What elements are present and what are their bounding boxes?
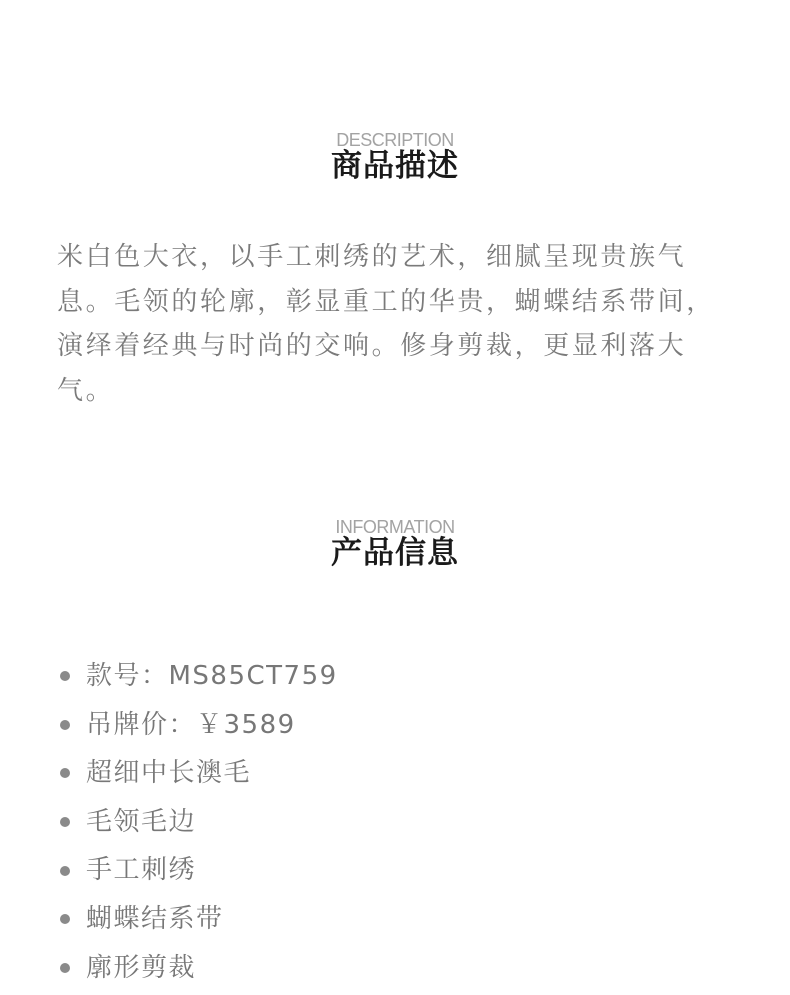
bullet-dot-icon bbox=[60, 914, 70, 924]
list-item-style-number bbox=[60, 652, 338, 701]
information-header bbox=[0, 517, 790, 571]
list-item-text: 廓形剪裁 bbox=[86, 952, 197, 983]
bullet-dot-icon bbox=[60, 866, 70, 876]
list-item-text: 毛领毛边 bbox=[86, 806, 197, 837]
information-eyebrow: INFORMATION bbox=[335, 517, 455, 537]
bullet-dot-icon bbox=[60, 963, 70, 973]
list-item-text: 手工刺绣 bbox=[86, 855, 197, 886]
bullet-dot-icon bbox=[60, 817, 70, 827]
information-title: 产品信息 bbox=[331, 535, 459, 571]
description-title: 商品描述 bbox=[331, 148, 459, 184]
list-item-collar bbox=[60, 798, 338, 847]
list-item-bow-belt bbox=[60, 895, 338, 944]
bullet-dot-icon bbox=[60, 671, 70, 681]
description-body: 米白色大衣，以手工刺绣的艺术，细腻呈现贵族气息。毛领的轮廓，彰显重工的华贵，蝴蝶结系带间，演绎着经典与时尚的交响。修身剪裁，更显利落大气。 bbox=[57, 242, 715, 406]
product-info-list bbox=[60, 652, 338, 992]
list-item-cut bbox=[60, 944, 338, 993]
list-item-text: 吊牌价：￥3589 bbox=[86, 709, 296, 740]
list-item-text: 蝴蝶结系带 bbox=[86, 903, 224, 934]
list-item-material bbox=[60, 749, 338, 798]
description-eyebrow: DESCRIPTION bbox=[336, 130, 454, 150]
description-header bbox=[0, 130, 790, 184]
list-item-price bbox=[60, 701, 338, 750]
bullet-dot-icon bbox=[60, 720, 70, 730]
bullet-dot-icon bbox=[60, 768, 70, 778]
list-item-text: 超细中长澳毛 bbox=[86, 758, 252, 789]
list-item-text: 款号：MS85CT759 bbox=[86, 661, 338, 691]
list-item-embroidery bbox=[60, 846, 338, 895]
